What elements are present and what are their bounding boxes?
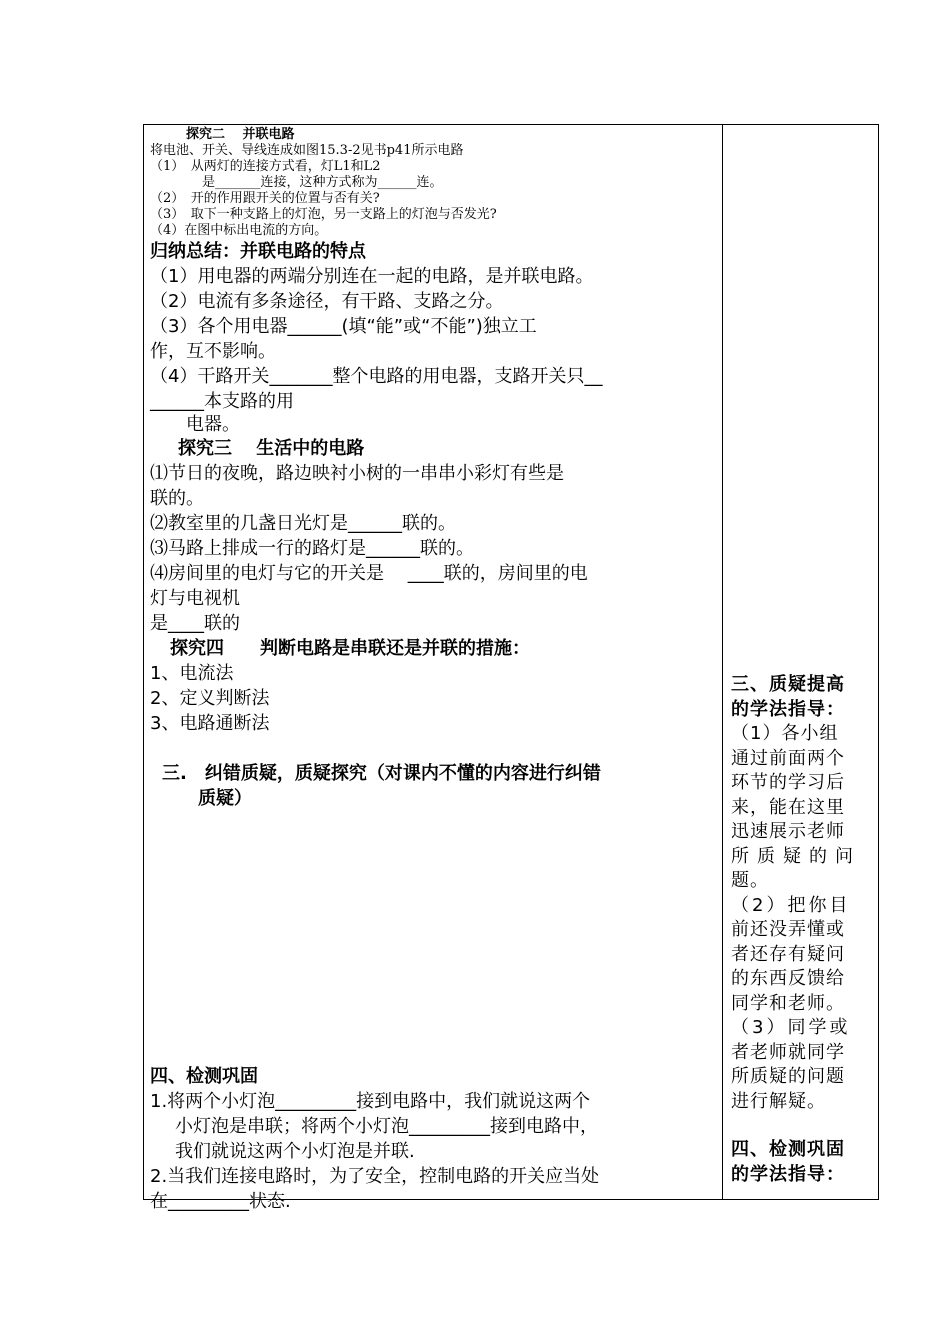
test-2: 2.当我们连接电路时，为了安全，控制电路的开关应当处 [150, 1166, 600, 1187]
test-1-cont: 小灯泡是串联；将两个小灯泡_________接到电路中， [175, 1116, 598, 1137]
guide-3-line: 进行解疑。 [731, 1090, 826, 1112]
part-3-title-cont: 质疑） [198, 788, 252, 809]
guide-4-title-cont: 的学法指导： [731, 1163, 845, 1185]
section-4-title: 探究四 判断电路是串联还是并联的措施： [170, 638, 530, 659]
test-1: 1.将两个小灯泡_________接到电路中，我们就说这两个 [150, 1091, 591, 1112]
right-column [731, 673, 873, 1187]
guide-1-line: 迅速展示老师 [731, 821, 845, 842]
section-3-q4-end: 是____联的 [150, 613, 240, 634]
guide-3-title: 三、质疑提高 [731, 674, 845, 695]
guide-1-line: （1）各小组 [731, 723, 839, 744]
guide-3-line: 者老师就同学 [731, 1041, 845, 1063]
method-2: 2、定义判断法 [150, 688, 270, 709]
guide-1-line: 来，能在这里 [731, 796, 845, 818]
section-3-q4: ⑷房间里的电灯与它的开关是 ____联的，房间里的电 [150, 563, 588, 584]
summary-title: 归纳总结：并联电路的特点 [150, 241, 366, 262]
summary-item-1: （1）用电器的两端分别连在一起的电路，是并联电路。 [150, 266, 594, 287]
guide-3-line: 所质疑的问题 [731, 1066, 845, 1087]
test-1-end: 我们就说这两个小灯泡是并联. [175, 1141, 415, 1162]
left-column [150, 126, 718, 1214]
guide-3-title-cont: 的学法指导： [731, 698, 845, 720]
section-2-q4: （4）在图中标出电流的方向。 [150, 223, 328, 238]
section-3-q2: ⑵教室里的几盏日光灯是______联的。 [150, 513, 456, 534]
guide-4-title: 四、检测巩固 [731, 1139, 845, 1160]
guide-1-line: 所质疑的问 [731, 845, 861, 867]
summary-item-3-cont: 作，互不影响。 [150, 341, 276, 362]
section-2-q2: （2） 开的作用跟开关的位置与否有关? [150, 191, 380, 206]
method-1: 1、电流法 [150, 663, 234, 684]
section-2-q1-cont: 是_______连接，这种方式称为______连。 [202, 175, 443, 190]
section-3-title: 探究三 生活中的电路 [160, 438, 365, 459]
guide-2-line: （2）把你目 [731, 894, 851, 916]
column-divider [722, 124, 723, 1200]
summary-item-4-end: 电器。 [150, 414, 240, 435]
blank-answer-area [150, 811, 718, 1064]
summary-item-4: （4）干路开关_______整个电路的用电器，支路开关只__ [150, 366, 603, 387]
section-2-intro: 将电池、开关、导线连成如图15.3-2见书p41所示电路 [150, 143, 464, 158]
section-3-q4-cont: 灯与电视机 [150, 588, 240, 609]
guide-2-line: 同学和老师。 [731, 992, 845, 1014]
section-3-q1: ⑴节日的夜晚，路边映衬小树的一串串小彩灯有些是 [150, 463, 564, 484]
part-3-title: 三. 纠错质疑，质疑探究（对课内不懂的内容进行纠错 [162, 763, 601, 784]
guide-1-line: 题。 [731, 870, 769, 891]
summary-item-3: （3）各个用电器______(填“能”或“不能”)独立工 [150, 316, 537, 337]
test-2-cont: 在_________状态. [150, 1191, 291, 1212]
guide-1-line: 环节的学习后 [731, 772, 845, 793]
summary-item-2: （2）电流有多条途径，有干路、支路之分。 [150, 291, 504, 312]
section-3-q1-cont: 联的。 [150, 488, 204, 509]
guide-2-line: 的东西反馈给 [731, 968, 845, 989]
summary-item-4-cont: ______本支路的用 [150, 391, 294, 412]
section-2-q1: （1） 从两灯的连接方式看，灯L1和L2 [150, 159, 381, 174]
section-2-q3: （3） 取下一种支路上的灯泡，另一支路上的灯泡与否发光? [150, 207, 497, 222]
method-3: 3、电路通断法 [150, 713, 270, 734]
guide-2-line: 者还存有疑问 [731, 943, 845, 965]
section-2-title: 探究二 并联电路 [186, 127, 295, 142]
section-3-q3: ⑶马路上排成一行的路灯是______联的。 [150, 538, 474, 559]
guide-3-line: （3）同学或 [731, 1017, 851, 1038]
part-4-title: 四、检测巩固 [150, 1066, 258, 1087]
guide-2-line: 前还没弄懂或 [731, 919, 845, 940]
guide-1-line: 通过前面两个 [731, 747, 845, 769]
